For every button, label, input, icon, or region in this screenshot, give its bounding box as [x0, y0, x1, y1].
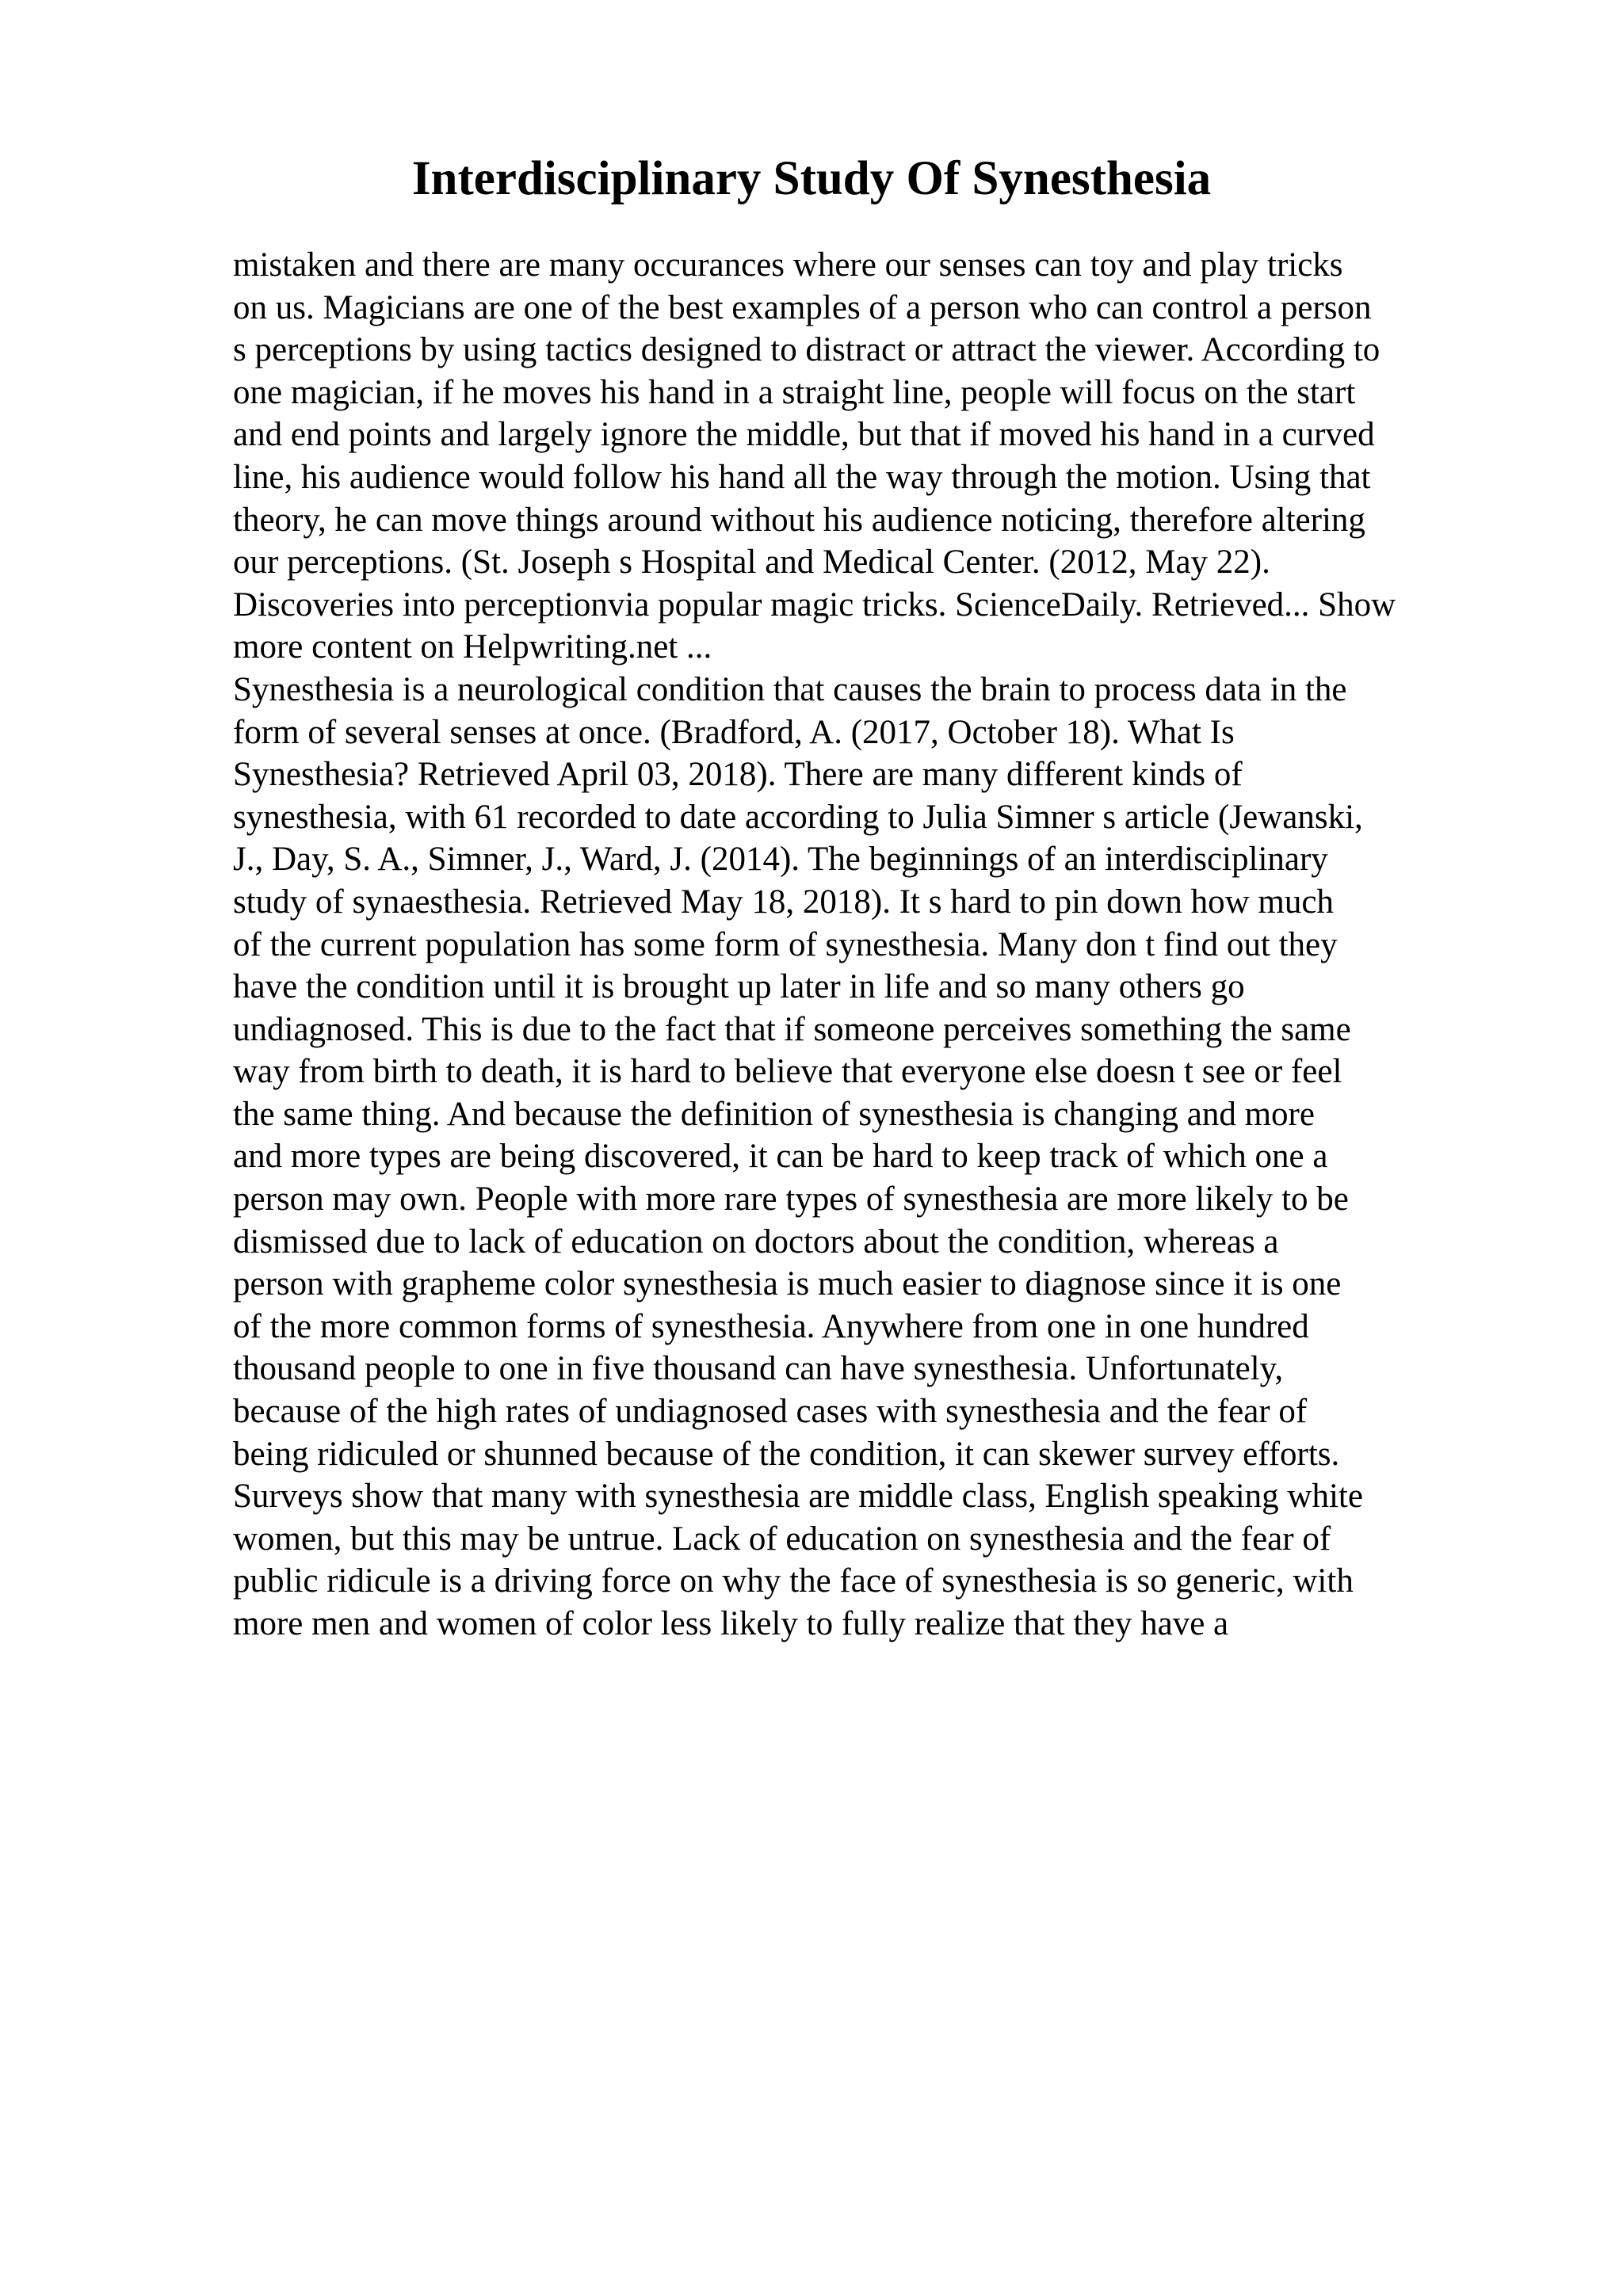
body-line-32: public ridicule is a driving force on why the face of synesthesia is so generic, with	[233, 1562, 1354, 1600]
body-line-17: of the current population has some form of synesthesia. Many don t find out they	[233, 925, 1338, 963]
body-line-13: Synesthesia? Retrieved April 03, 2018). There are many different kinds of	[233, 756, 1243, 794]
body-line-26: of the more common forms of synesthesia. Anywhere from one in one hundred	[233, 1307, 1309, 1345]
body-line-21: the same thing. And because the definition of synesthesia is changing and more	[233, 1095, 1315, 1133]
body-line-1: mistaken and there are many occurances where our senses can toy and play tricks	[233, 246, 1343, 284]
body-line-3: s perceptions by using tactics designed to distract or attract the viewer. According to	[233, 331, 1381, 369]
document-body	[233, 244, 1549, 1646]
body-line-23: person may own. People with more rare types of synesthesia are more likely to be	[233, 1180, 1349, 1219]
body-line-11: Synesthesia is a neurological condition that causes the brain to process data in the	[233, 670, 1347, 708]
body-line-18: have the condition until it is brought up later in life and so many others go	[233, 968, 1245, 1006]
document-title: Interdisciplinary Study Of Synesthesia	[411, 152, 1212, 205]
body-line-31: women, but this may be untrue. Lack of education on synesthesia and the fear of	[233, 1520, 1331, 1558]
body-line-27: thousand people to one in five thousand can have synesthesia. Unfortunately,	[233, 1350, 1284, 1388]
body-line-4: one magician, if he moves his hand in a straight line, people will focus on the start	[233, 373, 1356, 411]
body-line-7: theory, he can move things around without his audience noticing, therefore altering	[233, 501, 1365, 539]
body-line-15: J., Day, S. A., Simner, J., Ward, J. (2014). The beginnings of an interdisciplinary	[233, 841, 1328, 879]
body-line-14: synesthesia, with 61 recorded to date according to Julia Simner s article (Jewanski,	[233, 798, 1363, 836]
body-line-24: dismissed due to lack of education on doctors about the condition, whereas a	[233, 1222, 1279, 1261]
body-line-2: on us. Magicians are one of the best examples of a person who can control a person	[233, 288, 1372, 326]
body-line-5: and end points and largely ignore the middle, but that if moved his hand in a curved	[233, 416, 1375, 454]
body-line-19: undiagnosed. This is due to the fact that if someone perceives something the same	[233, 1010, 1351, 1048]
body-line-16: study of synaesthesia. Retrieved May 18, 2018). It s hard to pin down how much	[233, 883, 1334, 921]
body-line-20: way from birth to death, it is hard to believe that everyone else doesn t see or feel	[233, 1053, 1342, 1091]
body-line-6: line, his audience would follow his hand all the way through the motion. Using that	[233, 458, 1371, 496]
body-line-28: because of the high rates of undiagnosed cases with synesthesia and the fear of	[233, 1393, 1308, 1431]
body-line-30: Surveys show that many with synesthesia are middle class, English speaking white	[233, 1478, 1363, 1516]
body-line-12: form of several senses at once. (Bradford, A. (2017, October 18). What Is	[233, 713, 1235, 751]
body-line-8: our perceptions. (St. Joseph s Hospital and Medical Center. (2012, May 22).	[233, 543, 1270, 582]
body-line-33: more men and women of color less likely to fully realize that they have a	[233, 1605, 1229, 1642]
body-line-25: person with grapheme color synesthesia is much easier to diagnose since it is one	[233, 1265, 1342, 1303]
body-line-9: Discoveries into perceptionvia popular magic tricks. ScienceDaily. Retrieved... Show	[233, 585, 1396, 624]
body-line-29: being ridiculed or shunned because of the condition, it can skewer survey efforts.	[233, 1435, 1340, 1473]
body-line-22: and more types are being discovered, it can be hard to keep track of which one a	[233, 1138, 1328, 1176]
body-line-10: more content on Helpwriting.net ...	[233, 628, 712, 666]
